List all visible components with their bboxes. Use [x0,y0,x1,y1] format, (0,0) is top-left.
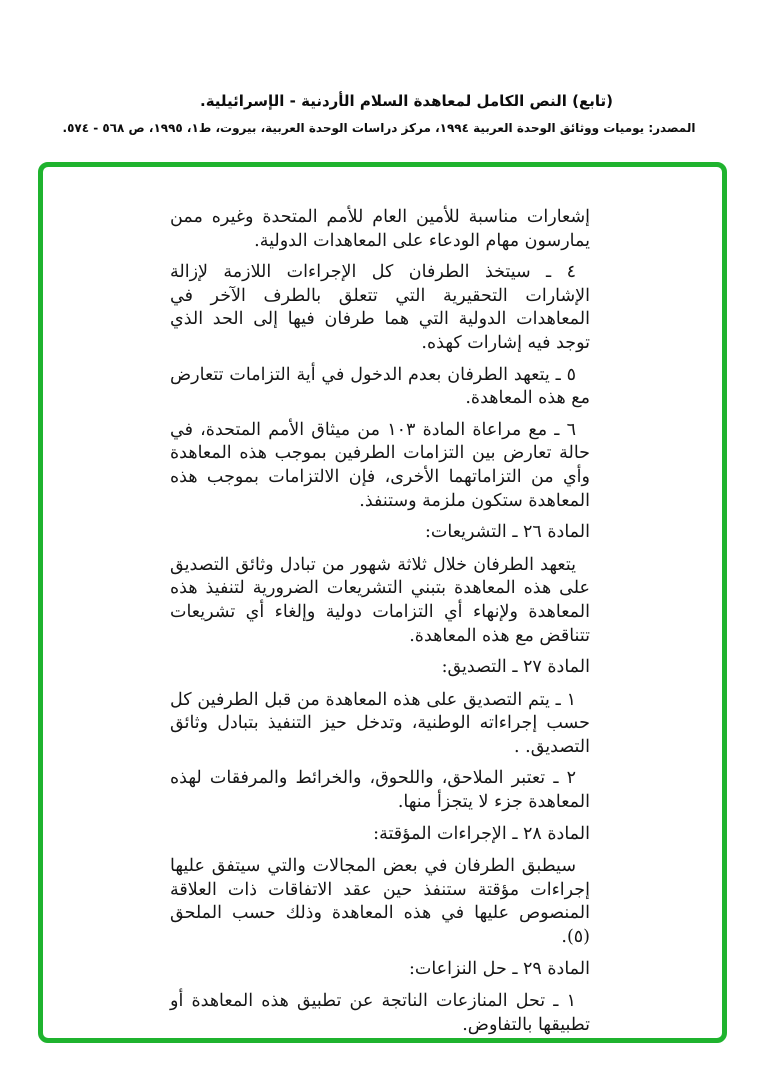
article-heading: المادة ٢٩ ـ حل النزاعات: [408,958,590,979]
article-heading: المادة ٢٦ ـ التشريعات: [425,522,590,543]
article-heading: المادة ٢٧ ـ التصديق: [441,657,590,678]
treaty-paragraph: ٢ ـ تعتبر الملاحق، واللحوق، والخرائط والمرفقات لهذه المعاهدة جزء لا يتجزأ منها. [170,768,590,813]
page-title: (تابع) النص الكامل لمعاهدة السلام الأردنية - الإسرائيلية. [200,92,613,110]
treaty-text [170,206,590,1045]
treaty-paragraph: ١ ـ تحل المنازعات الناتجة عن تطبيق هذه المعاهدة أو تطبيقها بالتفاوض. [170,991,590,1035]
treaty-paragraph: ٤ ـ سيتخذ الطرفان كل الإجراءات اللازمة لإزالة الإشارات التحقيرية التي تتعلق بالطرف الآخر في المعاهدات الدولية التي هما طرفان فيها إلى الحد الذي توجد فيه إشارات كهذه. [170,262,590,353]
treaty-paragraph: ١ ـ يتم التصديق على هذه المعاهدة من قبل الطرفين كل حسب إجراءاته الوطنية، وتدخل حيز التنفيذ بتبادل وثائق التصديق. . [170,689,590,757]
treaty-paragraph: يتعهد الطرفان خلال ثلاثة شهور من تبادل وثائق التصديق على هذه المعاهدة بتبني التشريعات الضرورية لتنفيذ هذه المعاهدة ولإنهاء أي التزامات دولية وإلغاء أي تشريعات تتناقض مع هذه المعاهدة. [170,554,590,646]
treaty-paragraph: إشعارات مناسبة للأمين العام للأمم المتحدة وغيره ممن يمارسون مهام الودعاء على المعاهدات الدولية. [170,207,590,251]
treaty-paragraph: سيطبق الطرفان في بعض المجالات والتي سيتفق عليها إجراءات مؤقتة ستنفذ حين عقد الاتفاقات ذات العلاقة المنصوص عليها في هذه المعاهدة وذلك حسب الملحق (٥). [170,856,590,948]
source-citation: المصدر: يوميات ووثائق الوحدة العربية ١٩٩٤، مركز دراسات الوحدة العربية، بيروت، ط١، ١٩٩٥، ص ٥٦٨ - ٥٧٤. [62,121,696,135]
article-heading: المادة ٢٨ ـ الإجراءات المؤقتة: [373,823,590,844]
treaty-paragraph: ٦ ـ مع مراعاة المادة ١٠٣ من ميثاق الأمم المتحدة، في حالة تعارض بين التزامات الطرفين بموجب هذه المعاهدة وأي من التزاماتهما الأخرى، فإن الالتزامات بموجب هذه المعاهدة ستكون ملزمة وستنفذ. [170,419,590,511]
treaty-paragraph: ٥ ـ يتعهد الطرفان بعدم الدخول في أية التزامات تتعارض مع هذه المعاهدة. [170,364,590,409]
